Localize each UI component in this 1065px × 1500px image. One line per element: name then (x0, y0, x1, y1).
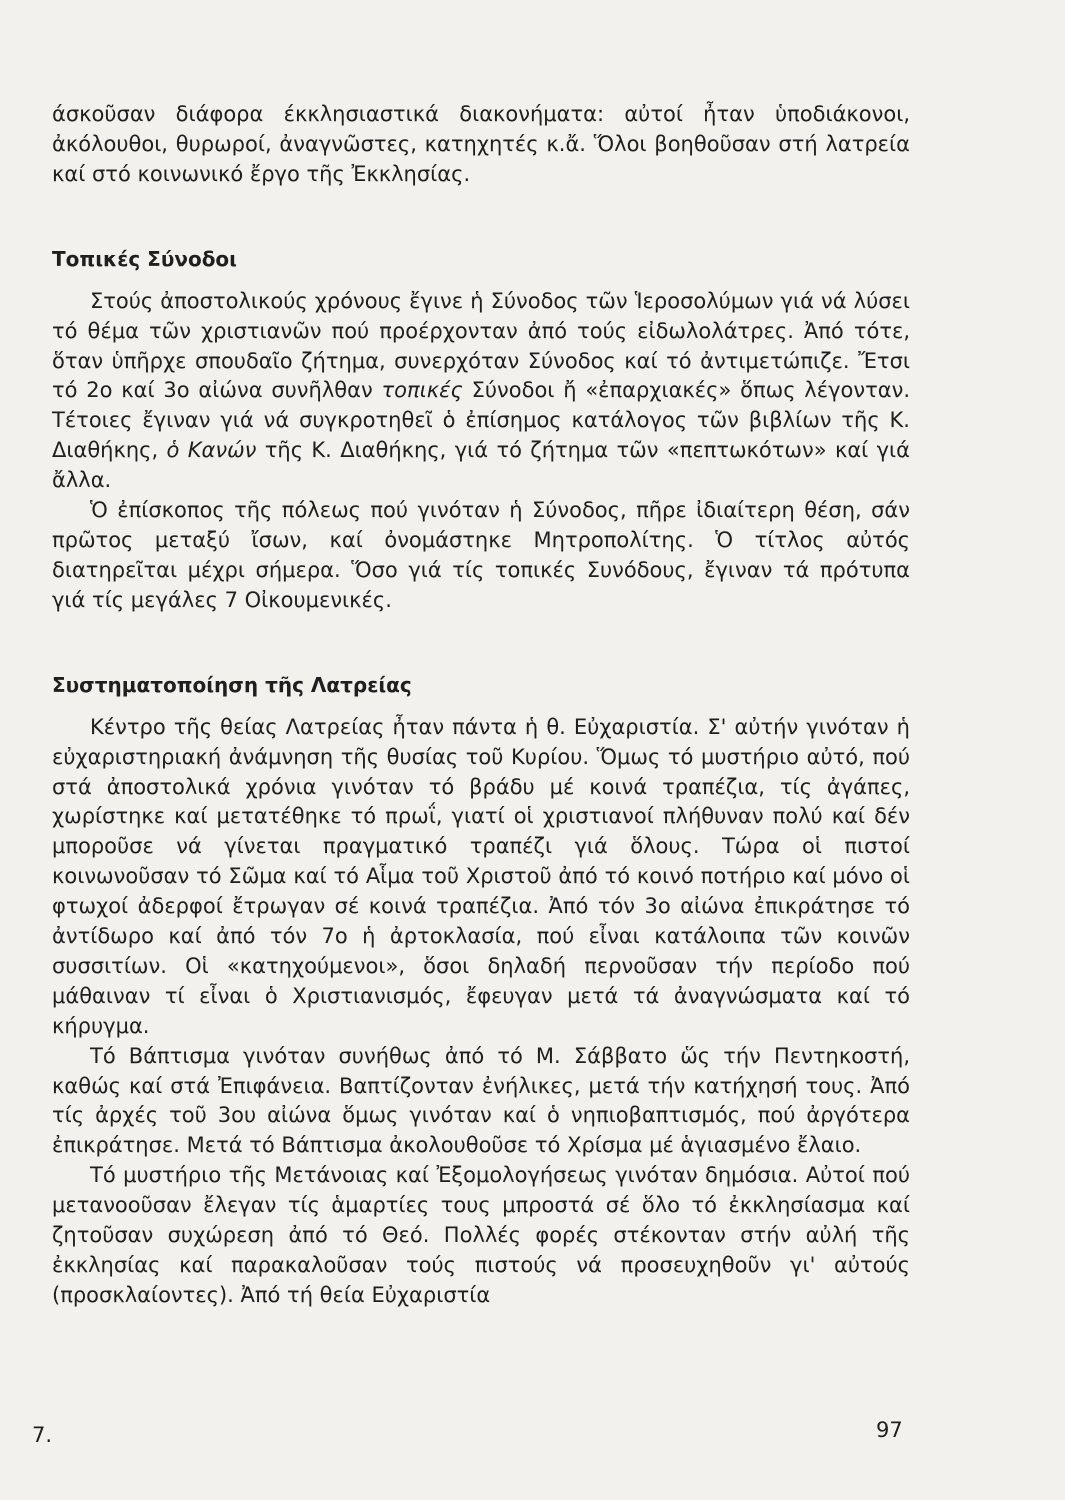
paragraph-worship-2: Τό Βάπτισμα γινόταν συνήθως ἀπό τό Μ. Σάββατο ὥς τήν Πεντηκοστή, καθώς καί στά Ἐπιφάνεια. Βαπτίζονταν ἐνήλικες, μετά τήν κατήχησή τους. Ἀπό τίς ἀρχές τοῦ 3ου αἰώνα ὅμως γινόταν καί ὁ νηπιοβαπτισμός, πού ἀργότερα ἐπικράτησε. Μετά τό Βάπτισμα ἀκολουθοῦσε τό Χρίσμα μέ ἁγιασμένο ἔλαιο. (52, 1043, 910, 1158)
signature-mark: 7. (32, 1423, 53, 1447)
paragraph-local-synods-1: Στούς ἀποστολικούς χρόνους ἔγινε ἡ Σύνοδος τῶν Ἱεροσολύμων γιά νά λύσει τό θέμα τῶν χριστιανῶν πού προέρχονταν ἀπό τούς εἰδωλολάτρες. Ἀπό τότε, ὅταν ὑπῆρχε σπουδαῖο ζήτημα, συνερχόταν Σύνοδος καί τό ἀντιμετώπιζε. Ἔτσι τό 2ο καί 3ο αἰώνα συνῆλθαν τοπικές Σύνοδοι ἤ «ἐπαρχιακές» ὅπως λέγονταν. Τέτοιες ἔγιναν γιά νά συγκροτηθεῖ ὁ ἐπίσημος κατάλογος τῶν βιβλίων τῆς Κ. Διαθήκης, ὁ Κανών τῆς Κ. Διαθήκης, γιά τό ζήτημα τῶν «πεπτωκότων» καί γιά ἄλλα. (52, 288, 910, 493)
paragraph-local-synods-2: Ὁ ἐπίσκοπος τῆς πόλεως πού γινόταν ἡ Σύνοδος, πῆρε ἰδιαίτερη θέση, σάν πρῶτος μεταξύ ἴσων, καί ὀνομάστηκε Μητροπολίτης. Ὁ τίτλος αὐτός διατηρεῖται μέχρι σήμερα. Ὅσο γιά τίς τοπικές Συνόδους, ἔγιναν τά πρότυπα γιά τίς μεγάλες 7 Οἰκουμενικές. (52, 498, 910, 612)
emphasis-kanon: ὁ Κανών (166, 438, 257, 463)
paragraph-worship-1: Κέντρο τῆς θείας Λατρείας ἦταν πάντα ἡ θ. Εὐχαριστία. Σ' αὐτήν γινόταν ἡ εὐχαριστηριακή ἀνάμνηση τῆς θυσίας τοῦ Κυρίου. Ὅμως τό μυστήριο αὐτό, πού στά ἀποστολικά χρόνια γινόταν τό βράδυ μέ κοινά τραπέζια, τίς ἀγάπες, χωρίστηκε καί μετατέθηκε τό πρωΐ, γιατί οἱ χριστιανοί πλήθυναν πολύ καί δέν μποροῦσε νά γίνεται πραγματικό τραπέζι γιά ὅλους. Τώρα οἱ πιστοί κοινωνοῦσαν τό Σῶμα καί τό Αἷμα τοῦ Χριστοῦ ἀπό τό κοινό ποτήριο καί μόνο οἱ φτωχοί ἀδερφοί ἔτρωγαν σέ κοινά τραπέζια. Ἀπό τόν 3ο αἰώνα ἐπικράτησε τό ἀντίδωρο καί ἀπό τόν 7ο ἡ ἀρτοκλασία, πού εἶναι κατάλοιπα τῶν κοινῶν συσσιτίων. Οἱ «κατηχούμενοι», ὅσοι δηλαδή περνοῦσαν τήν περίοδο πού μάθαιναν τί εἶναι ὁ Χριστιανισμός, ἔφευγαν μετά τά ἀναγνώσματα καί τό κήρυγμα. (52, 714, 910, 1038)
paragraph-worship-3: Τό μυστήριο τῆς Μετάνοιας καί Ἐξομολογήσεως γινόταν δημόσια. Αὐτοί πού μετανοοῦσαν ἔλεγαν τίς ἁμαρτίες τους μπροστά σέ ὅλο τό ἐκκλησίασμα καί ζητοῦσαν συχώρεση ἀπό τό Θεό. Πολλές φορές στέκονταν στήν αὐλή τῆς ἐκκλησίας καί παρακαλοῦσαν τούς πιστούς νά προσευχηθοῦν γι' αὐτούς (προσκλαίοντες). Ἀπό τή θεία Εὐχαριστία (52, 1163, 910, 1307)
emphasis-topikes: τοπικές (381, 378, 463, 403)
intro-paragraph: άσκοῦσαν διάφορα έκκλησιαστικά διακονήματα: αὐτοί ἦταν ὑποδιάκονοι, ἀκόλουθοι, θυρωροί, ἀναγνῶστες, κατηχητές κ.ἄ. Ὅλοι βοηθοῦσαν στή λατρεία καί στό κοινωνικό ἔργο τῆς Ἐκκλησίας. (52, 102, 910, 186)
heading-worship-systematization: Συστηματοποίηση τῆς Λατρείας (52, 672, 412, 697)
text-block (52, 100, 910, 1311)
page-number: 97 (876, 1418, 903, 1442)
heading-local-synods: Τοπικές Σύνοδοι (52, 246, 237, 271)
